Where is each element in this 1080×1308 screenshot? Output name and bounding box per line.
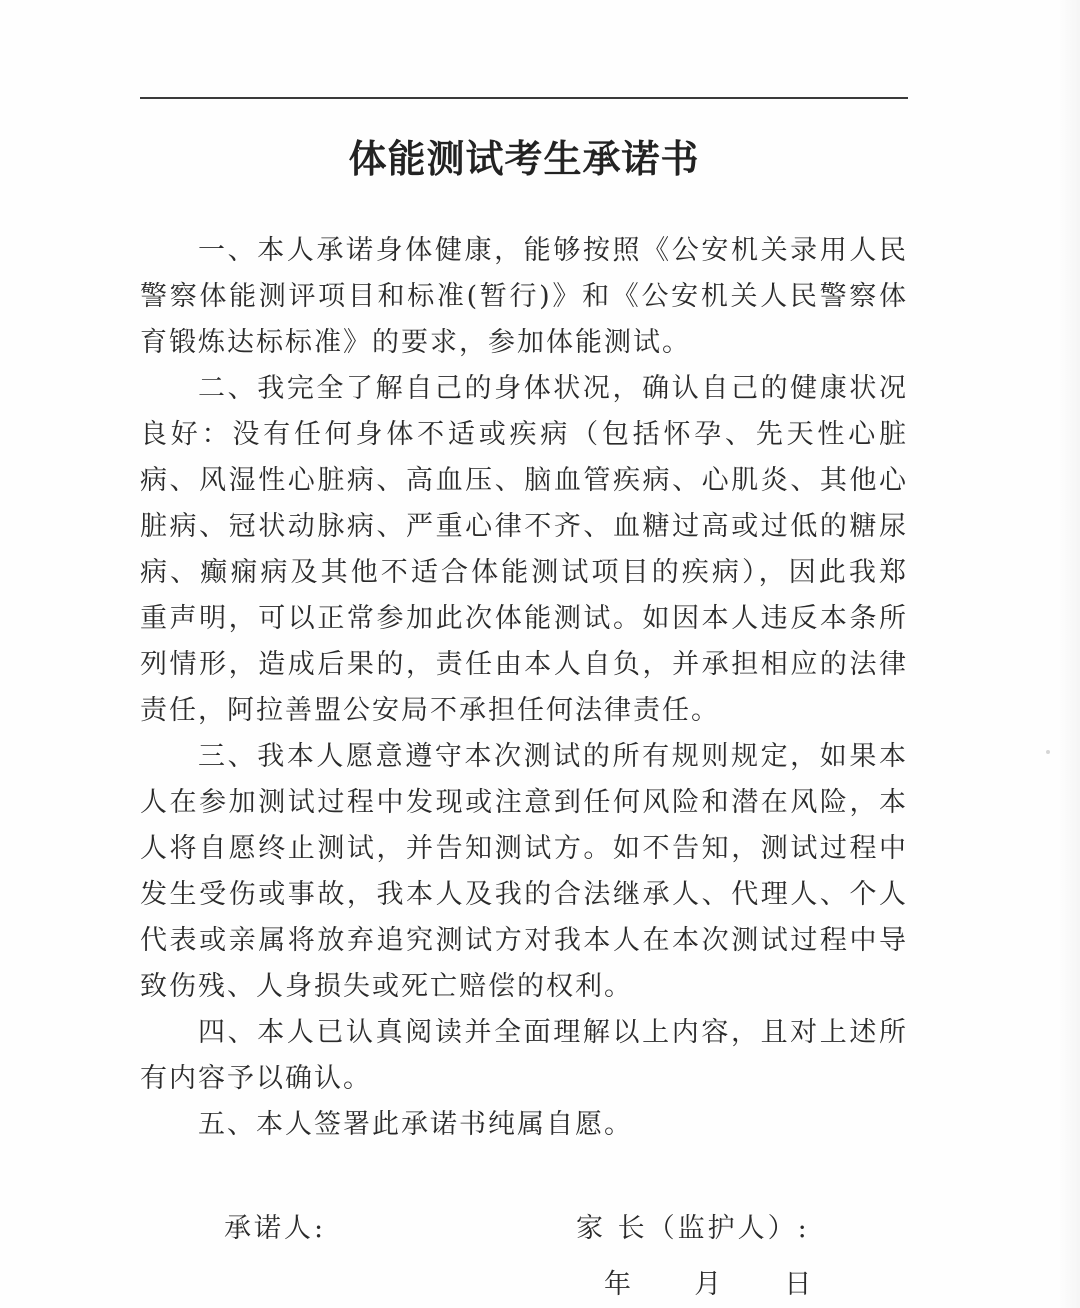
guardian-label: 家 长（监护人）: (576, 1213, 810, 1244)
document-body (140, 228, 908, 1148)
clause-5: 五、本人签署此承诺书纯属自愿。 (198, 1109, 633, 1140)
date-row (604, 1262, 811, 1301)
date-year-label: 年 (604, 1269, 631, 1300)
clause-1: 一、本人承诺身体健康，能够按照《公安机关录用人民警察体能测评项目和标准(暂行)》和《公安机关人民警察体育锻炼达标标准》的要求，参加体能测试。 (140, 235, 908, 358)
date-month-label: 月 (694, 1269, 722, 1300)
signature-row (0, 1206, 1080, 1246)
clause-2: 二、我完全了解自己的身体状况，确认自己的健康状况良好：没有任何身体不适或疾病（包括怀孕、先天性心脏病、风湿性心脏病、高血压、脑血管疾病、心肌炎、其他心脏病、冠状动脉病、严重心律不齐、血糖过高或过低的糖尿病、癫痫病及其他不适合体能测试项目的疾病），因此我郑重声明，可以正常参加此次体能测试。如因本人违反本条所列情形，造成后果的，责任由本人自负，并承担相应的法律责任，阿拉善盟公安局不承担任何法律责任。 (140, 373, 908, 726)
date-day-label: 日 (784, 1269, 812, 1300)
document-title: 体能测试考生承诺书 (348, 137, 700, 181)
clause-4: 四、本人已认真阅读并全面理解以上内容，且对上述所有内容予以确认。 (140, 1017, 908, 1094)
clause-3: 三、我本人愿意遵守本次测试的所有规则规定，如果本人在参加测试过程中发现或注意到任何风险和潜在风险，本人将自愿终止测试，并告知测试方。如不告知，测试过程中发生受伤或事故，我本人及我的合法继承人、代理人、个人代表或亲属将放弃追究测试方对我本人在本次测试过程中导致伤残、人身损失或死亡赔偿的权利。 (140, 741, 908, 1002)
scan-speck (1046, 750, 1050, 754)
promisor-label: 承诺人: (224, 1213, 327, 1244)
scan-edge-shade (1058, 0, 1080, 1308)
header-rule (140, 97, 908, 99)
